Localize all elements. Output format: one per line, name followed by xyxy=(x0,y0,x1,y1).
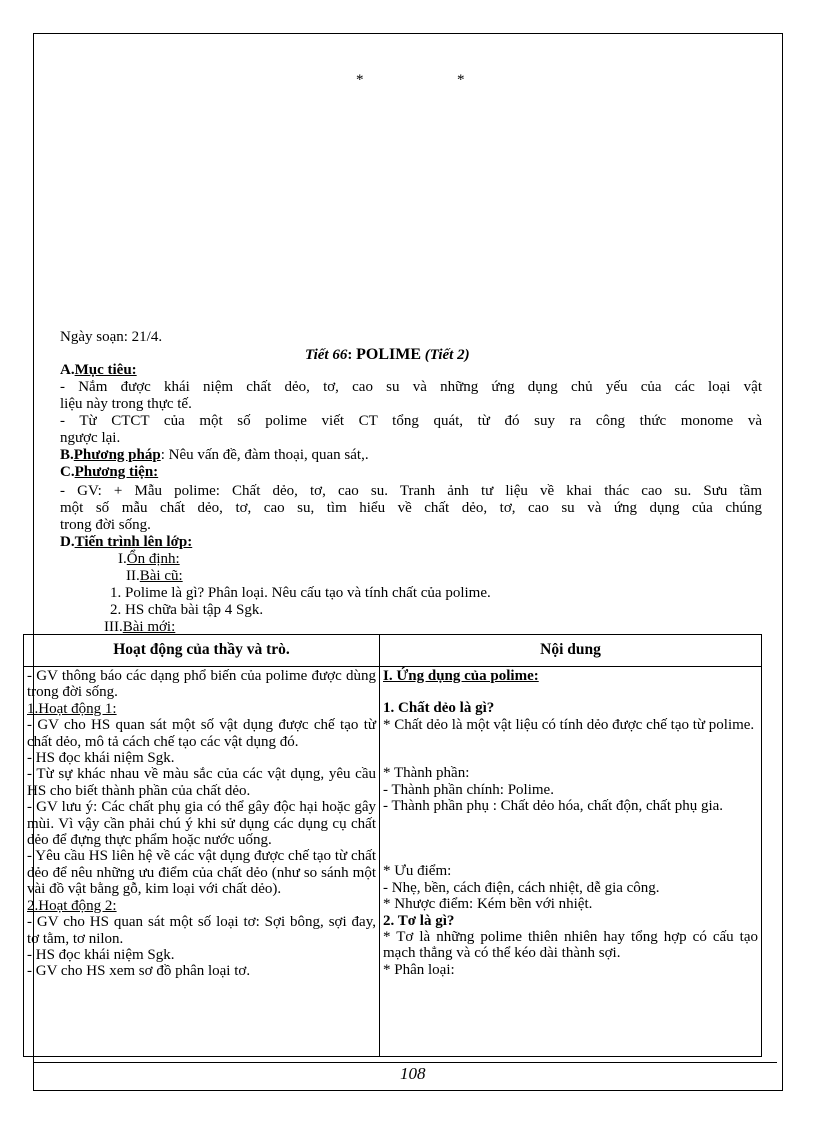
step-new-lesson: III.Bài mới: xyxy=(104,619,176,635)
section-b: B.Phương pháp: Nêu vấn đề, đàm thoại, quan sát,. xyxy=(60,447,369,463)
section-a-line-1: - Nắm được khái niệm chất dẻo, tơ, cao su và những ứng dụng chủ yếu của các loại vật xyxy=(60,379,762,395)
left-activity-1: 1.Hoạt động 1: xyxy=(27,700,117,717)
table-header-row xyxy=(24,635,762,667)
left-para-1: - GV thông báo các dạng phổ biến của polime được dùng trong đời sống. xyxy=(27,668,376,701)
right-heading-fiber: 2. Tơ là gì? xyxy=(383,912,455,929)
right-plastic-def: * Chất dẻo là một vật liệu có tính dẻo được chế tạo từ polime. xyxy=(383,716,755,733)
right-advantages: * Ưu điểm: xyxy=(383,863,452,880)
right-main-comp: - Thành phần chính: Polime. xyxy=(383,781,554,798)
lesson-number: Tiết 66 xyxy=(305,347,348,363)
left-para-2: - GV cho HS quan sát một số vật dụng được chế tạo từ chất dẻo, mô tả cách chế tạo các vật dụng đó. xyxy=(27,717,376,750)
activities-cell xyxy=(24,667,380,1057)
lesson-name: POLIME xyxy=(356,346,421,363)
section-d-heading: D.Tiến trình lên lớp: xyxy=(60,534,193,550)
star-right: * xyxy=(457,72,465,88)
header-activities: Hoạt động của thầy và trò. xyxy=(24,635,380,667)
section-c-line-1: - GV: + Mẫu polime: Chất dẻo, tơ, cao su. Tranh ảnh tư liệu về khai thác cao su. Sưu tầm xyxy=(60,483,762,499)
right-heading-uses: I. Ứng dụng của polime: xyxy=(383,668,539,684)
left-para-9: - GV cho HS xem sơ đồ phân loại tơ. xyxy=(27,963,251,980)
right-fiber-def: * Tơ là những polime thiên nhiên hay tổng hợp có cấu tạo mạch thẳng và có thể kéo dài thành sợi. xyxy=(383,929,758,962)
section-a-line-3: - Từ CTCT của một số polime viết CT tổng quát, từ đó suy ra công thức monome và xyxy=(60,413,762,429)
right-heading-plastic: 1. Chất dẻo là gì? xyxy=(383,700,495,717)
right-disadvantage: * Nhược điểm: Kém bền với nhiệt. xyxy=(383,896,593,913)
old-lesson-question-1: 1. Polime là gì? Phân loại. Nêu cấu tạo và tính chất của polime. xyxy=(110,585,491,601)
star-left: * xyxy=(356,72,364,88)
section-c-heading: C.Phương tiện: xyxy=(60,464,159,480)
lesson-table xyxy=(23,634,762,1057)
left-para-4: - Từ sự khác nhau về màu sắc của các vật dụng, yêu cầu HS cho biết thành phần của chất dẻo. xyxy=(27,766,376,799)
lesson-part: (Tiết 2) xyxy=(424,347,470,363)
right-composition: * Thành phần: xyxy=(383,765,470,782)
right-adv-list: - Nhẹ, bền, cách điện, cách nhiệt, dễ gia công. xyxy=(383,879,660,896)
date-line: Ngày soạn: 21/4. xyxy=(60,329,163,345)
footer-rule xyxy=(33,1062,777,1063)
content-cell xyxy=(380,667,762,1057)
right-classification: * Phân loại: xyxy=(383,961,455,978)
header-content: Nội dung xyxy=(380,635,762,667)
right-aux-comp: - Thành phần phụ : Chất dẻo hóa, chất độn, chất phụ gia. xyxy=(383,798,724,815)
old-lesson-question-2: 2. HS chữa bài tập 4 Sgk. xyxy=(110,602,264,618)
section-c-line-3: trong đời sống. xyxy=(60,517,151,533)
table-row xyxy=(24,667,762,1057)
page-number: 108 xyxy=(400,1064,426,1083)
section-a-line-2: liệu này trong thực tế. xyxy=(60,396,192,412)
left-para-7: - GV cho HS quan sát một số loại tơ: Sợi bông, sợi đay, tơ tằm, tơ nilon. xyxy=(27,914,376,947)
section-a-line-4: ngược lại. xyxy=(60,430,121,446)
step-old-lesson: II.Bài cũ: xyxy=(126,568,183,584)
left-activity-2: 2.Hoạt động 2: xyxy=(27,897,117,914)
lesson-title: Tiết 66: POLIME (Tiết 2) xyxy=(305,346,470,363)
step-stabilize: I.Ổn định: xyxy=(118,551,180,567)
left-para-6: - Yêu cầu HS liên hệ về các vật dụng được chế tạo từ chất dẻo để nêu những ưu điểm của chất dẻo (như so sánh một vài đồ vật bằng gỗ, kim loại với chất dẻo). xyxy=(27,848,376,898)
section-a-heading: A.Mục tiêu: xyxy=(60,362,137,378)
left-para-3: - HS đọc khái niệm Sgk. xyxy=(27,750,175,767)
left-para-8: - HS đọc khái niệm Sgk. xyxy=(27,946,175,963)
section-c-line-2: một số mẫu chất dẻo, tơ, cao su, tìm hiểu về chất dẻo, tơ, cao su và ứng dụng của chúng xyxy=(60,500,762,516)
left-para-5: - GV lưu ý: Các chất phụ gia có thể gây độc hại hoặc gây mùi. Vì vậy cần phải chú ý khi sử dụng các dụng cụ chất dẻo để đựng thực phẩm hoặc nước uống. xyxy=(27,799,376,849)
